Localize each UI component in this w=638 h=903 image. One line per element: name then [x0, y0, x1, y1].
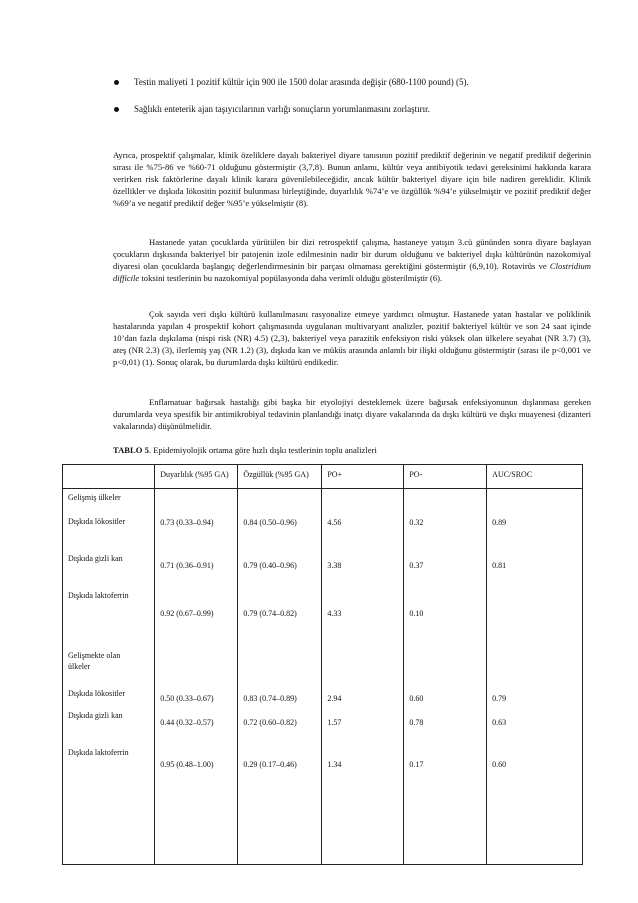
row-label: Dışkıda laktoferrin [68, 748, 129, 757]
data-table [62, 464, 583, 865]
po-pos-cell: 2.94 [327, 694, 342, 703]
table-body-row [63, 489, 583, 865]
po-pos-cell: 4.56 [327, 518, 342, 527]
bullet-icon [114, 107, 119, 112]
bullet-text: Testin maliyeti 1 pozitif kültür için 900 ile 1500 dolar arasında değişir (680-1100 pound) (5). [134, 77, 469, 87]
paragraph: Çok sayıda veri dışkı kültürü kullanılmasını rasyonalize etmeye yardımcı olmuştur. Hastanede yatan hastalar ve poliklinik hastalarında yapılan 4 prospektif kohort çalışmasında uygulanan multivaryant analizler, pozitif bakteriyel kültür ve son 24 saat içinde 10’dan fazla dışkılama (nispi risk (NR) 4.5) (2,3), bakteriyel veya parazitik enfeksiyon riski yüksek olan ülkelere seyahat (NR 3.7) (3), ateş (NR 2.3) (3), ilerlemiş yaş (NR 1.2) (3), dışkıda kan ve müküs arasında anlamlı bir ilişki olduğunu göstermiştir (sırası ile p<0,001 ve p<0,01) (1). Sonuç olarak, bu durumlarda dışkı kültürü endikedir. [113, 309, 591, 367]
group-label: Gelişmiş ülkeler [68, 493, 121, 502]
auc-cell: 0.79 [492, 694, 507, 703]
table-header-empty [63, 465, 155, 489]
spec-cell: 0.84 (0.50–0.96) [243, 518, 297, 527]
paragraph [113, 237, 591, 285]
table-header-cell: PO+ [322, 465, 404, 489]
paragraph: Ayrıca, prospektif çalışmalar, klinik özeliklere dayalı bakteriyel diyare tanısının pozitif prediktif değerinin ve negatif prediktif değerinin sırası ile %75-86 ve %60-71 olduğunu göstermiştir (3,7,8). Bunun anlamı, kültür veya antibiyotik tedavi gereksinimi hakkında karara verirken risk faktörlerine dayalı klinik karara güvenilebileceğidir, ancak kültür bakteriyel diyare için bile nadiren gereklidir. Klinik özellikler ve dışkıda lökositin pozitif bulunması birleştiğinde, duyarlılık %74’e ve özgüllük %94’e yükselmiştir ve pozitif prediktif değer %69’a ve negatif prediktif değer %95’e yükselmiştir (8). [113, 150, 591, 208]
table-label-column [63, 489, 148, 865]
auc-cell: 0.89 [492, 518, 507, 527]
spec-cell: 0.79 (0.40–0.96) [243, 561, 297, 570]
table-po-pos-column [322, 489, 404, 865]
table-header-cell: Özgüllük (%95 GA) [238, 465, 322, 489]
table-header-cell: PO- [404, 465, 487, 489]
table-sens-column [155, 489, 238, 865]
table-gap-column [148, 489, 155, 865]
spec-cell: 0.79 (0.74–0.82) [243, 609, 297, 618]
row-label: Dışkıda lökositler [68, 517, 126, 526]
paragraph-text: Hastanede yatan çocuklarda yürütülen bir dizi retrospektif çalışma, hastaneye yatışın 3.cü gününden sonra diyare başlayan çocukların dışkısında bakteriyel bir patojenin izole edilmesinin nadir bir durum olduğunu ve bakteriyel dışkı kültürünün nazokomiyal diyaresi olan çocuklarda başlangıç değerlendirmesinin bir parçası olmaması gerektiğini göstermiştir (6,9,10). Rotavirüs ve [113, 237, 591, 271]
spec-cell: 0.83 (0.74–0.89) [243, 694, 297, 703]
po-neg-cell: 0.37 [409, 561, 424, 570]
sens-cell: 0.50 (0.33–0.67) [160, 694, 214, 703]
po-neg-cell: 0.10 [409, 609, 424, 618]
po-neg-cell: 0.32 [409, 518, 424, 527]
sens-cell: 0.73 (0.33–0.94) [160, 518, 214, 527]
sens-cell: 0.44 (0.32–0.57) [160, 718, 214, 727]
table-auc-column [487, 489, 583, 865]
table-header-cell: AUC/SROC [487, 465, 583, 489]
auc-cell: 0.63 [492, 718, 507, 727]
po-neg-cell: 0.17 [409, 760, 424, 769]
table-header-cell: Duyarlılık (%95 GA) [155, 465, 238, 489]
paragraph: Enflamatuar bağırsak hastalığı gibi başka bir etyolojiyi desteklemek üzere bağırsak enfeksiyonunun dışlanması gereken durumlarda veya spesifik bir antimikrobiyal tedavinin planlandığı inatçı diyare vakalarında da dışkı kültürü ve dışkı muayenesi (dizanteri vakalarında) düşünülmelidir. [113, 397, 591, 431]
group-label: Gelişmekte olan ülkeler [68, 651, 121, 671]
auc-cell: 0.60 [492, 760, 507, 769]
row-label: Dışkıda gizli kan [68, 711, 123, 720]
po-pos-cell: 1.34 [327, 760, 342, 769]
table-caption-text: . Epidemiyolojik ortama göre hızlı dışkı testlerinin toplu analizleri [148, 445, 377, 455]
table-spec-column [238, 489, 322, 865]
table-caption [113, 444, 377, 456]
row-label: Dışkıda laktoferrin [68, 591, 129, 600]
bullet-icon [114, 80, 119, 85]
table-caption-label: TABLO 5 [113, 445, 149, 455]
po-pos-cell: 1.57 [327, 718, 342, 727]
row-label: Dışkıda lökositler [68, 689, 126, 698]
po-pos-cell: 4.33 [327, 609, 342, 618]
spec-cell: 0.72 (0.60–0.82) [243, 718, 297, 727]
spec-cell: 0.29 (0.17–0.46) [243, 760, 297, 769]
table-header-row [63, 465, 583, 489]
bullet-text: Sağlıklı enteterik ajan taşıyıcılarının varlığı sonuçların yorumlanmasını zorlaştırır. [134, 104, 430, 114]
sens-cell: 0.95 (0.48–1.00) [160, 760, 214, 769]
paragraph-text: toksini testlerinin bu nazokomiyal popülasyonda daha verimli olduğu gösterilmiştir (6). [139, 272, 443, 283]
row-label: Dışkıda gizli kan [68, 554, 123, 563]
po-neg-cell: 0.78 [409, 718, 424, 727]
sens-cell: 0.92 (0.67–0.99) [160, 609, 214, 618]
auc-cell: 0.81 [492, 561, 507, 570]
po-pos-cell: 3.38 [327, 561, 342, 570]
sens-cell: 0.71 (0.36–0.91) [160, 561, 214, 570]
po-neg-cell: 0.60 [409, 694, 424, 703]
table-po-neg-column [404, 489, 487, 865]
paragraph-italic-text: Clostridium difficile [113, 260, 591, 283]
